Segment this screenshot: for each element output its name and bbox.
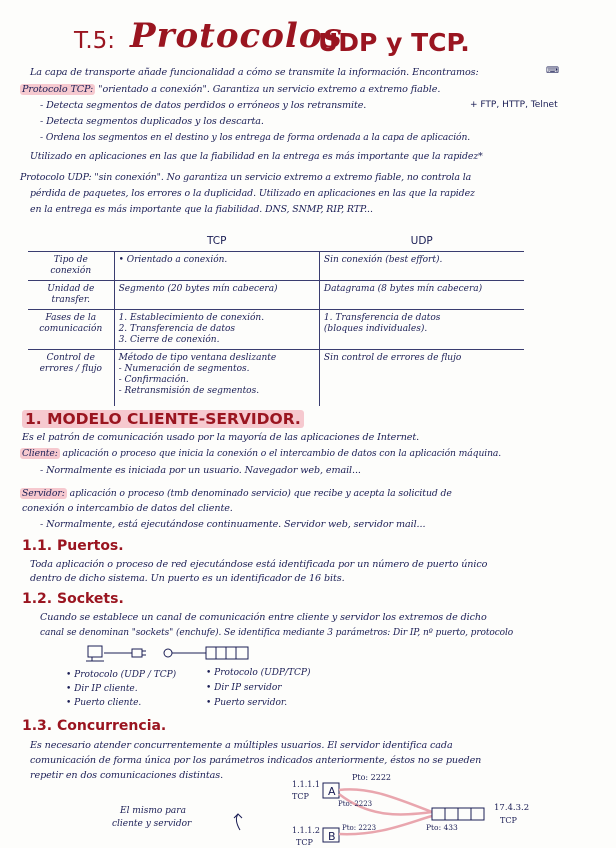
tcp-cell: 1. Establecimiento de conexión. bbox=[118, 313, 265, 323]
tcp-cell: 3. Cierre de conexión. bbox=[118, 335, 220, 345]
servidor-note: - Normalmente, está ejecutándose continuamente. Servidor web, servidor mail... bbox=[40, 519, 426, 530]
servidor-label: Servidor: bbox=[22, 488, 65, 499]
udp-line: pérdida de paquetes, los errores o la duplicidad. Utilizado en aplicaciones en las que la rapidez bbox=[30, 188, 475, 199]
comparison-table bbox=[28, 232, 524, 406]
section-heading: 1. MODELO CLIENTE-SERVIDOR. bbox=[22, 410, 304, 428]
tcp-bullet: - Detecta segmentos de datos perdidos o erróneos y los retransmite. bbox=[40, 100, 367, 111]
tcp-bullet: - Detecta segmentos duplicados y los descarta. bbox=[40, 116, 264, 127]
udp-line: en la entrega es más importante que la fiabilidad. DNS, SNMP, RIP, RTP... bbox=[30, 204, 373, 215]
server-port: Pto: 433 bbox=[426, 823, 458, 832]
client-a-port: Pto: 2222 bbox=[352, 773, 392, 782]
udp-cell: Sin control de errores de flujo bbox=[323, 353, 462, 363]
table-header-tcp: TCP bbox=[207, 235, 227, 247]
side-note: cliente y servidor bbox=[112, 819, 192, 829]
servidor-text: aplicación o proceso (tmb denominado servicio) que recibe y acepta la solicitud de bbox=[69, 488, 452, 499]
concurrency-diagram bbox=[230, 778, 520, 848]
sec11-line: Toda aplicación o proceso de red ejecutándose está identificada por un número de puerto único bbox=[30, 559, 488, 570]
tcp-line-rest: . Garantiza un servicio extremo a extremo fiable. bbox=[206, 84, 441, 95]
row-label: comunicación bbox=[39, 324, 103, 334]
table-row bbox=[28, 310, 524, 350]
tcp-bullet: - Ordena los segmentos en el destino y los entrega de forma ordenada a la capa de aplicación. bbox=[40, 132, 471, 143]
client-a-port2: Pto: 2223 bbox=[338, 800, 373, 808]
table-row bbox=[28, 281, 524, 310]
socket-client-param: • Protocolo (UDP / TCP) bbox=[66, 670, 177, 680]
sec12-line: canal se denominan "sockets" (enchufe). Se identifica mediante 3 parámetros: Dir IP, nº puerto, protocolo bbox=[40, 628, 514, 638]
tcp-cell: Método de tipo ventana deslizante bbox=[118, 353, 277, 363]
client-a-label: A bbox=[328, 785, 336, 798]
tcp-cell: - Confirmación. bbox=[118, 375, 189, 385]
tcp-line bbox=[20, 84, 440, 95]
cliente-line bbox=[20, 448, 501, 459]
udp-cell: 1. Transferencia de datos bbox=[323, 313, 441, 323]
table-header-udp: UDP bbox=[410, 235, 433, 247]
sec13-line: repetir en dos comunicaciones distintas. bbox=[30, 770, 224, 781]
computer-icon: ⌨ bbox=[546, 66, 559, 76]
row-label: errores / flujo bbox=[39, 364, 102, 374]
cliente-text: aplicación o proceso que inicia la conexión o el intercambio de datos con la aplicación máquina. bbox=[62, 448, 502, 459]
row-label: Tipo de conexión bbox=[50, 255, 92, 276]
tcp-cell: 2. Transferencia de datos bbox=[118, 324, 236, 334]
server-proto: TCP bbox=[500, 816, 517, 825]
table-header bbox=[28, 232, 114, 252]
tcp-cell: - Retransmisión de segmentos. bbox=[118, 386, 260, 396]
udp-line: Protocolo UDP: "sin conexión". No garantiza un servicio extremo a extremo fiable, no controla la bbox=[20, 172, 472, 183]
page-title: Protocolos bbox=[130, 16, 343, 56]
cliente-note: - Normalmente es iniciada por un usuario. Navegador web, email... bbox=[40, 465, 361, 476]
udp-cell: Datagrama (8 bytes mín cabecera) bbox=[323, 284, 483, 294]
socket-client-param: • Dir IP cliente. bbox=[66, 684, 138, 694]
servidor-text: conexión o intercambio de datos del cliente. bbox=[22, 503, 233, 514]
udp-cell: Sin conexión (best effort). bbox=[323, 255, 443, 265]
client-a-ip: 1.1.1.1 bbox=[292, 780, 320, 789]
client-b-proto: TCP bbox=[296, 838, 313, 847]
socket-server-param: • Dir IP servidor bbox=[206, 683, 282, 693]
tcp-usage: Utilizado en aplicaciones en las que la fiabilidad en la entrega es más importante que la rapidez* bbox=[30, 151, 483, 162]
row-label: Control de bbox=[46, 353, 95, 363]
sec13-line: Es necesario atender concurrentemente a múltiples usuarios. El servidor identifica cada bbox=[30, 740, 453, 751]
side-note: El mismo para bbox=[120, 806, 186, 816]
server-ip: 17.4.3.2 bbox=[494, 803, 530, 813]
row-label: Unidad de transfer. bbox=[47, 284, 95, 305]
client-b-label: B bbox=[328, 830, 336, 843]
sec13-line: comunicación de forma única por los parámetros indicados anteriormente, éstos no se pueden bbox=[30, 755, 482, 766]
title-rest: UDP y TCP. bbox=[318, 28, 470, 57]
title-prefix: T.5: bbox=[74, 28, 116, 54]
udp-cell: (bloques individuales). bbox=[323, 324, 428, 334]
sec1-paragraph: Es el patrón de comunicación usado por la mayoría de las aplicaciones de Internet. bbox=[22, 432, 420, 443]
tcp-cell: Segmento (20 bytes mín cabecera) bbox=[118, 284, 278, 294]
tcp-cell: - Numeración de segmentos. bbox=[118, 364, 250, 374]
section-heading: 1.3. Concurrencia. bbox=[22, 718, 167, 734]
section-heading: 1.1. Puertos. bbox=[22, 538, 124, 554]
servidor-line bbox=[20, 488, 452, 499]
table-row bbox=[28, 350, 524, 407]
table-header-row bbox=[28, 232, 524, 252]
cliente-label: Cliente: bbox=[22, 448, 58, 459]
tcp-label: Protocolo TCP: bbox=[22, 84, 94, 95]
sec11-line: dentro de dicho sistema. Un puerto es un identificador de 16 bits. bbox=[30, 573, 345, 584]
intro-line: La capa de transporte añade funcionalidad a cómo se transmite la información. Encontramos: bbox=[30, 67, 479, 78]
client-b-ip: 1.1.1.2 bbox=[292, 826, 320, 835]
row-label: Fases de la bbox=[45, 313, 97, 323]
client-a-proto: TCP bbox=[292, 792, 309, 801]
sec12-line: Cuando se establece un canal de comunicación entre cliente y servidor los extremos de dicho bbox=[40, 612, 487, 623]
client-b-port: Pto: 2223 bbox=[342, 824, 377, 832]
tcp-apps: + FTP, HTTP, Telnet bbox=[470, 100, 558, 110]
tcp-cell: • Orientado a conexión. bbox=[118, 255, 228, 265]
section-heading: 1.2. Sockets. bbox=[22, 591, 124, 607]
tcp-tag: "orientado a conexión" bbox=[98, 84, 207, 95]
socket-server-param: • Protocolo (UDP/TCP) bbox=[206, 668, 311, 678]
table-row bbox=[28, 252, 524, 281]
socket-diagram bbox=[80, 644, 250, 666]
socket-server-param: • Puerto servidor. bbox=[206, 698, 288, 708]
socket-client-param: • Puerto cliente. bbox=[66, 698, 142, 708]
